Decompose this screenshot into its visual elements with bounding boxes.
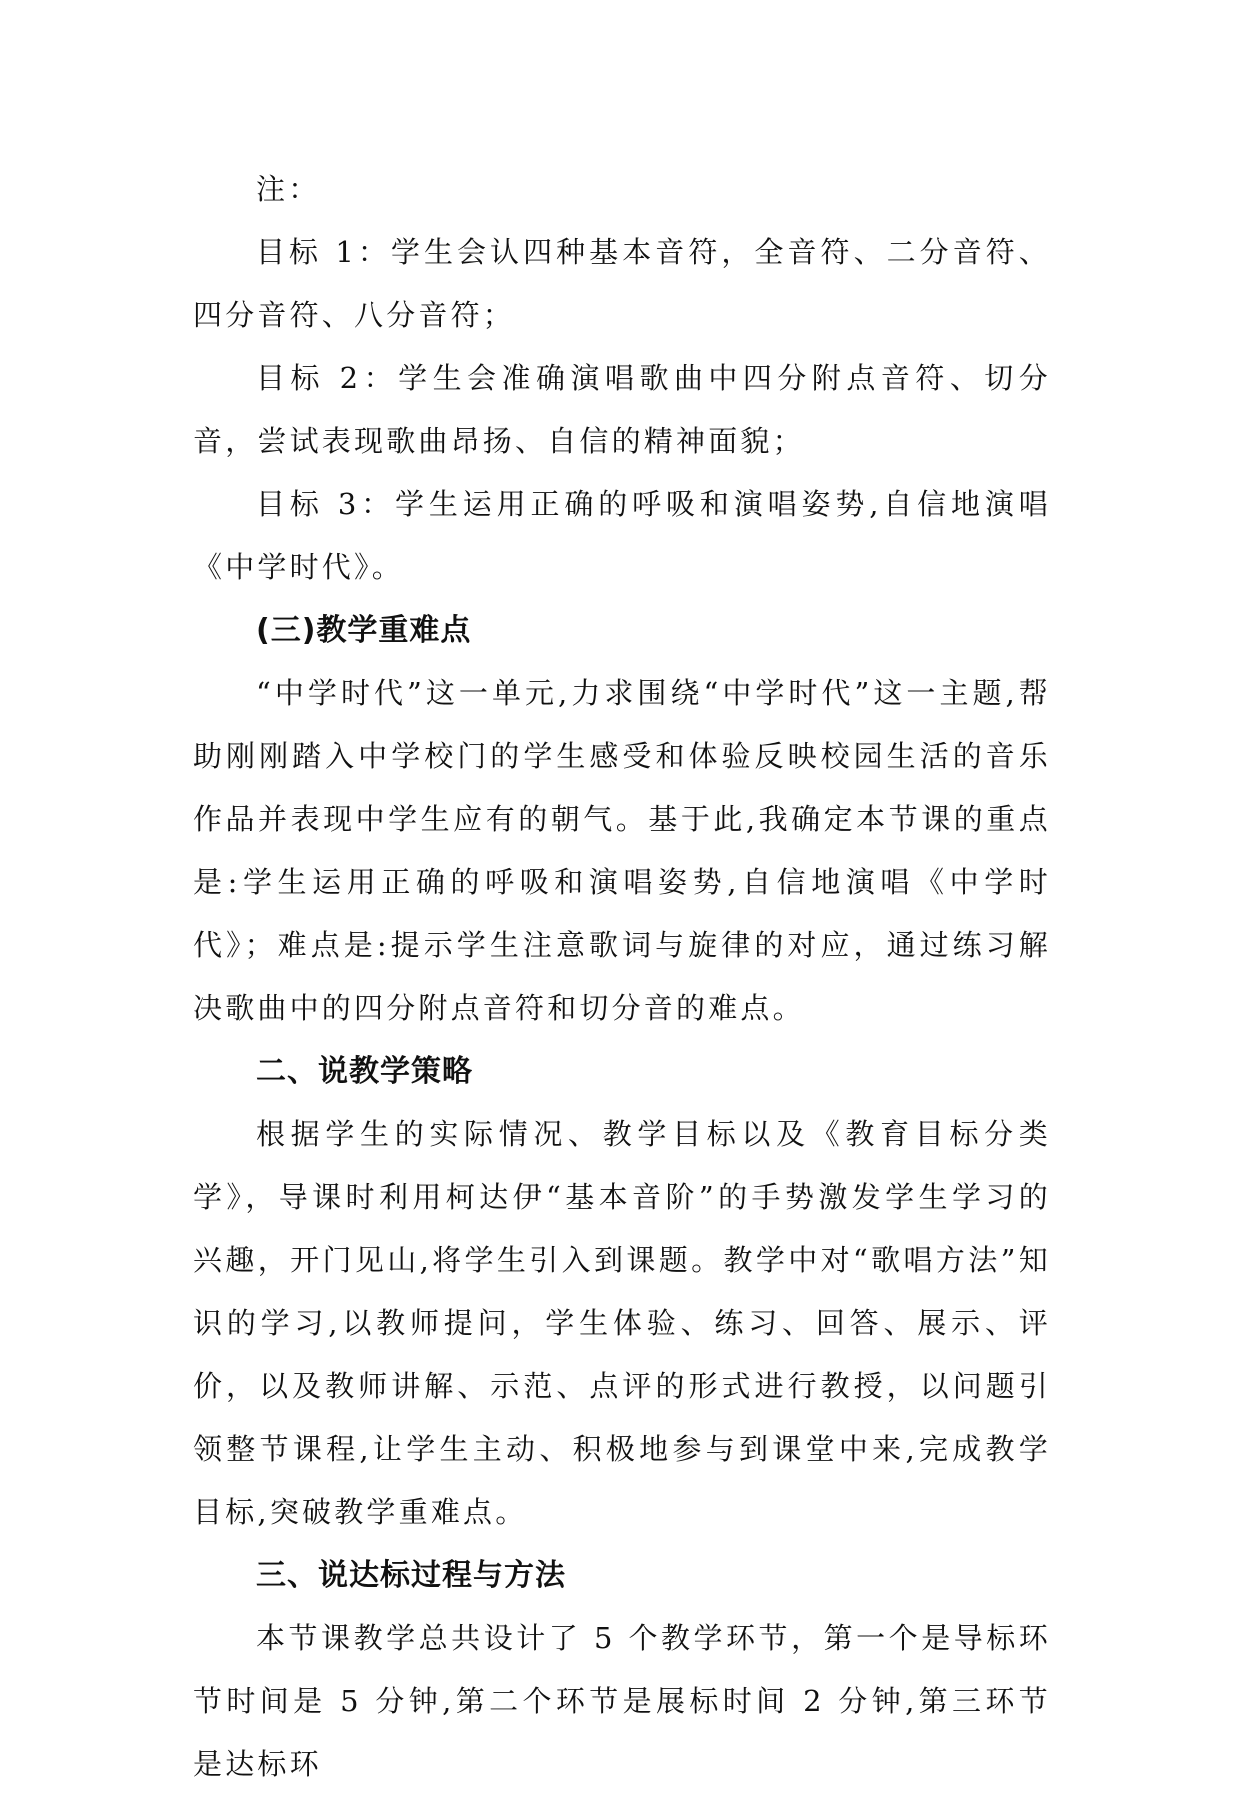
document-body	[193, 158, 1051, 1796]
section-3-heading: (三)教学重难点	[256, 613, 472, 648]
section-3-paragraph: “中学时代”这一单元,力求围绕“中学时代”这一主题,帮助刚刚踏入中学校门的学生感受和体验反映校园生活的音乐作品并表现中学生应有的朝气。基于此,我确定本节课的重点是:学生运用正确的呼吸和演唱姿势,自信地演唱《中学时代》；难点是:提示学生注意歌词与旋律的对应，通过练习解决歌曲中的四分附点音符和切分音的难点。	[193, 676, 1051, 1025]
goal-3-paragraph: 目标 3：学生运用正确的呼吸和演唱姿势,自信地演唱《中学时代》。	[193, 487, 1051, 584]
note-label: 注：	[256, 172, 321, 206]
part-2-paragraph: 根据学生的实际情况、教学目标以及《教育目标分类学》，导课时利用柯达伊“基本音阶”的手势激发学生学习的兴趣，开门见山,将学生引入到课题。教学中对“歌唱方法”知识的学习,以教师提问，学生体验、练习、回答、展示、评价，以及教师讲解、示范、点评的形式进行教授，以问题引领整节课程,让学生主动、积极地参与到课堂中来,完成教学目标,突破教学重难点。	[193, 1117, 1051, 1529]
part-2-heading: 二、说教学策略	[256, 1054, 473, 1089]
part-3-paragraph: 本节课教学总共设计了 5 个教学环节，第一个是导标环节时间是 5 分钟,第二个环节是展标时间 2 分钟,第三环节是达标环	[193, 1621, 1051, 1781]
goal-1-paragraph: 目标 1：学生会认四种基本音符，全音符、二分音符、四分音符、八分音符；	[193, 235, 1051, 332]
part-3-heading: 三、说达标过程与方法	[256, 1558, 566, 1593]
goal-2-paragraph: 目标 2：学生会准确演唱歌曲中四分附点音符、切分音，尝试表现歌曲昂扬、自信的精神面貌；	[193, 361, 1051, 458]
